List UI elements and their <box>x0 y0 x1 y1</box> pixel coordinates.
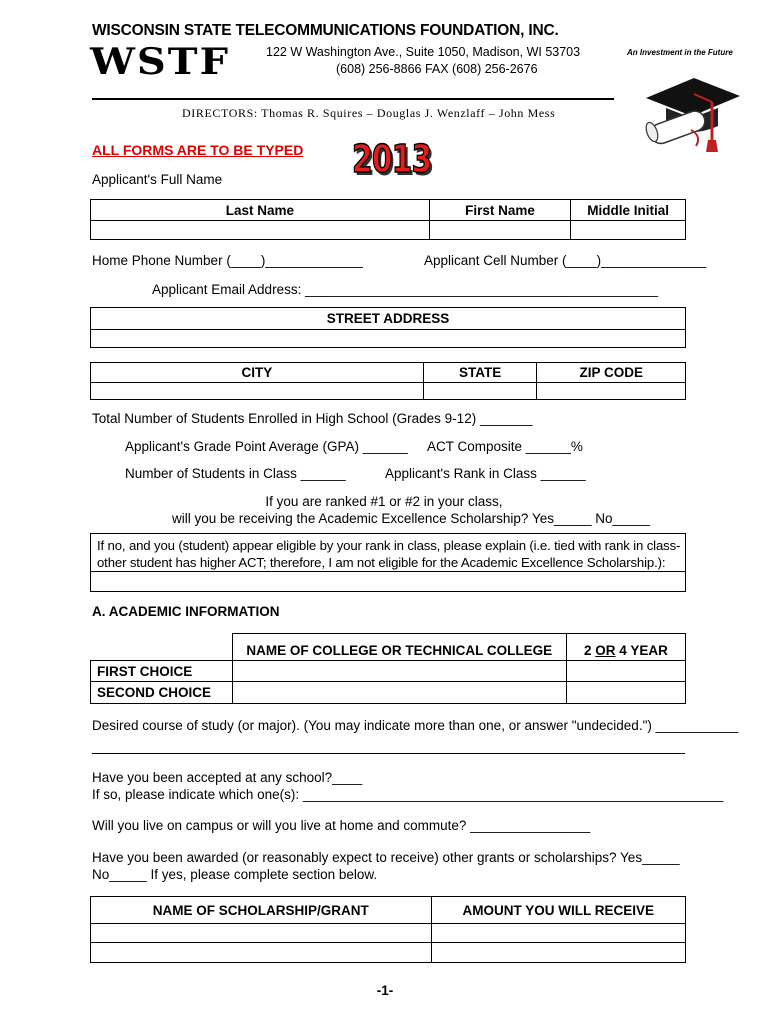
city-header: CITY <box>91 363 424 383</box>
total-students-field[interactable]: Total Number of Students Enrolled in High School (Grades 9-12) _______ <box>92 411 533 426</box>
city-state-zip-table <box>90 362 686 400</box>
street-address-field[interactable] <box>91 330 686 348</box>
email-field[interactable]: Applicant Email Address: _______________________________________________ <box>152 282 658 297</box>
second-choice-year-field[interactable] <box>566 682 685 704</box>
home-phone-field[interactable]: Home Phone Number (____)_____________ <box>92 253 363 268</box>
first-name-field[interactable] <box>429 221 571 240</box>
scholarship-table <box>90 896 686 963</box>
academic-heading: A. ACADEMIC INFORMATION <box>92 604 280 619</box>
scholarship-name-header: NAME OF SCHOLARSHIP/GRANT <box>91 897 432 924</box>
zip-code-field[interactable] <box>537 383 686 400</box>
college-choice-table <box>90 633 686 704</box>
year-type-header: 2 OR 4 YEAR <box>566 634 685 661</box>
tagline: An Investment in the Future <box>627 48 733 57</box>
housing-field[interactable]: Will you live on campus or will you live at home and commute? ________________ <box>92 818 591 833</box>
grants-question[interactable]: Have you been awarded (or reasonably expect to receive) other grants or scholarships? Yes_____ No_____ If yes, please complete section below. <box>92 850 680 882</box>
street-address-header: STREET ADDRESS <box>91 308 686 330</box>
first-choice-year-field[interactable] <box>566 661 685 682</box>
org-phone-fax: (608) 256-8866 FAX (608) 256-2676 <box>336 62 538 76</box>
street-table <box>90 307 686 348</box>
last-name-field[interactable] <box>91 221 430 240</box>
ranked-question-line1: If you are ranked #1 or #2 in your class, <box>265 494 503 509</box>
scholarship-amount-field-2[interactable] <box>431 943 686 963</box>
scholarship-amount-header: AMOUNT YOU WILL RECEIVE <box>431 897 686 924</box>
page-number: -1- <box>376 983 394 998</box>
name-table <box>90 199 686 240</box>
class-rank-field[interactable]: Applicant's Rank in Class ______ <box>385 466 586 481</box>
explain-text: If no, and you (student) appear eligible by your rank in class, please explain (i.e. tied with rank in class-other student has higher ACT; therefore, I am not eligible for the Academic Excellence Scholarship.): <box>97 538 681 570</box>
which-school-field[interactable]: If so, please indicate which one(s): ________________________________________________________ <box>92 787 724 802</box>
act-composite-field[interactable]: ACT Composite ______% <box>427 439 583 454</box>
org-address: 122 W Washington Ave., Suite 1050, Madison, WI 53703 <box>266 45 581 59</box>
cell-phone-field[interactable]: Applicant Cell Number (____)______________ <box>424 253 707 268</box>
middle-initial-header: Middle Initial <box>571 200 686 221</box>
explain-field[interactable] <box>91 572 685 591</box>
accepted-field[interactable]: Have you been accepted at any school?____ <box>92 770 363 785</box>
second-choice-label: SECOND CHOICE <box>91 682 233 704</box>
middle-initial-field[interactable] <box>571 221 686 240</box>
graduation-cap-icon <box>636 64 746 154</box>
course-of-study-line[interactable] <box>92 753 685 754</box>
typed-notice: ALL FORMS ARE TO BE TYPED <box>92 142 304 158</box>
first-choice-label: FIRST CHOICE <box>91 661 233 682</box>
scholarship-name-field-2[interactable] <box>91 943 432 963</box>
state-field[interactable] <box>423 383 537 400</box>
wstf-logo: WSTF <box>90 39 230 84</box>
first-name-header: First Name <box>429 200 571 221</box>
college-name-header: NAME OF COLLEGE OR TECHNICAL COLLEGE <box>232 634 566 661</box>
last-name-header: Last Name <box>91 200 430 221</box>
explain-box <box>90 533 686 592</box>
full-name-label: Applicant's Full Name <box>92 172 223 187</box>
year-badge: 2013 <box>352 137 432 181</box>
class-size-field[interactable]: Number of Students in Class ______ <box>125 466 346 481</box>
city-field[interactable] <box>91 383 424 400</box>
course-of-study-field[interactable]: Desired course of study (or major). (You may indicate more than one, or answer "undecided.") ___________ <box>92 718 739 733</box>
org-name: WISCONSIN STATE TELECOMMUNICATIONS FOUNDATION, INC. <box>92 22 559 39</box>
header-rule <box>92 98 614 100</box>
scholarship-amount-field-1[interactable] <box>431 924 686 943</box>
zip-code-header: ZIP CODE <box>537 363 686 383</box>
directors: DIRECTORS: Thomas R. Squires – Douglas J. Wenzlaff – John Mess <box>182 106 556 120</box>
scholarship-name-field-1[interactable] <box>91 924 432 943</box>
first-choice-college-field[interactable] <box>232 661 566 682</box>
academic-excellence-question[interactable]: will you be receiving the Academic Excellence Scholarship? Yes_____ No_____ <box>172 511 651 526</box>
gpa-field[interactable]: Applicant's Grade Point Average (GPA) ______ <box>125 439 408 454</box>
state-header: STATE <box>423 363 537 383</box>
second-choice-college-field[interactable] <box>232 682 566 704</box>
